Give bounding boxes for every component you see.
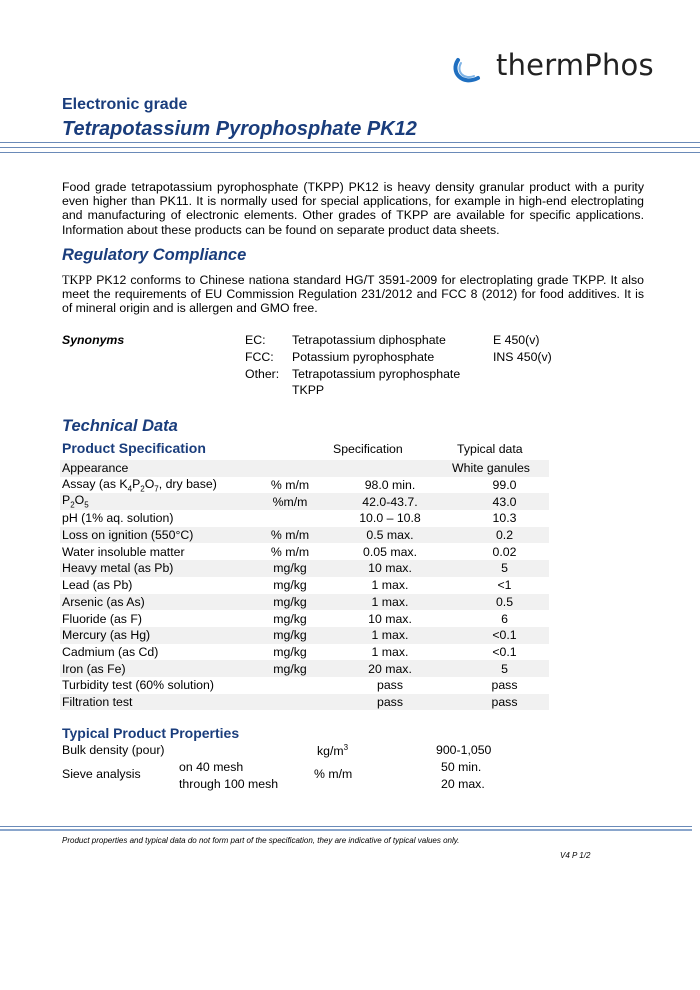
- param-name: Lead (as Pb): [62, 578, 133, 593]
- param-spec: pass: [377, 678, 403, 693]
- table-row: [60, 677, 549, 694]
- specification-table: [60, 460, 549, 710]
- param-spec: 0.5 max.: [320, 527, 460, 544]
- param-spec: pass: [320, 694, 460, 711]
- param-unit: mg/kg: [273, 644, 307, 659]
- logo-text: thermPhos: [496, 48, 654, 82]
- param-typical: pass: [460, 694, 549, 711]
- param-name: Filtration test: [60, 694, 260, 711]
- sieve-sub-40: on 40 mesh: [179, 760, 244, 774]
- regulatory-text: PK12 conforms to Chinese nationa standard HG/T 3591-2009 for electroplating grade TKPP. It also meet the requirements of EU Commission Regulation 231/2012 and FCC 8 (2012) for food additives. It is of mineral origin and is allergen and GMO free.: [62, 273, 644, 316]
- synonym-type: FCC:: [245, 350, 274, 364]
- param-typical: 5: [460, 560, 549, 577]
- table-row: [60, 644, 549, 661]
- table-row: [60, 594, 549, 611]
- synonym-name: Potassium pyrophosphate: [292, 350, 435, 364]
- param-spec: 1 max.: [371, 578, 409, 593]
- param-unit: [260, 694, 320, 711]
- param-unit: mg/kg: [273, 611, 307, 626]
- synonym-type: Other:: [245, 367, 280, 381]
- param-unit: [260, 510, 320, 527]
- param-spec: 1 max.: [320, 594, 460, 611]
- param-unit: % m/m: [270, 478, 310, 493]
- header-divider: [0, 142, 700, 157]
- footnote: Product properties and typical data do not form part of the specification, they are indicative of typical values only.: [62, 836, 460, 845]
- table-row: [60, 493, 549, 510]
- param-typical: <0.1: [460, 627, 549, 644]
- regulatory-heading: Regulatory Compliance: [62, 246, 247, 264]
- param-name: Loss on ignition (550°C): [60, 527, 260, 544]
- appearance-value: White ganules: [320, 460, 549, 477]
- spec-column-header: Specification: [333, 442, 403, 456]
- footer-divider: [0, 826, 692, 831]
- table-row: [60, 577, 549, 594]
- product-grade: Electronic grade: [62, 96, 188, 113]
- table-row: [60, 477, 549, 494]
- company-logo: [452, 48, 652, 88]
- param-spec: 20 max.: [320, 660, 460, 677]
- param-name: Turbidity test (60% solution): [62, 678, 214, 693]
- param-name: Arsenic (as As): [60, 594, 260, 611]
- synonym-name: Tetrapotassium pyrophosphate: [292, 367, 461, 381]
- synonym-type: EC:: [245, 333, 266, 347]
- synonym-code: INS 450(v): [493, 350, 552, 364]
- param-typical: pass: [491, 678, 518, 693]
- table-row: [60, 560, 549, 577]
- technical-heading: Technical Data: [62, 417, 178, 435]
- param-name: pH (1% aq. solution): [62, 511, 174, 526]
- param-typical: 10.3: [492, 511, 517, 526]
- param-typical: <0.1: [492, 644, 517, 659]
- param-spec: 10.0 – 10.8: [359, 511, 421, 526]
- logo-swoosh-icon: [452, 54, 486, 86]
- param-typical: 5: [460, 660, 549, 677]
- param-unit: mg/kg: [273, 578, 307, 593]
- typical-column-header: Typical data: [457, 442, 523, 456]
- param-typical: 0.5: [460, 594, 549, 611]
- param-unit: mg/kg: [260, 627, 320, 644]
- param-unit: % m/m: [270, 544, 310, 559]
- param-spec: 10 max.: [368, 611, 412, 626]
- synonym-name: TKPP: [292, 383, 325, 397]
- sieve-analysis-label: Sieve analysis: [62, 767, 141, 781]
- product-title: Tetrapotassium Pyrophosphate PK12: [62, 118, 417, 140]
- regulatory-prefix: TKPP: [62, 273, 93, 287]
- synonyms-label: Synonyms: [62, 333, 125, 347]
- bulk-density-unit: $kg/m^3$: [317, 743, 349, 759]
- table-row: [60, 660, 549, 677]
- regulatory-paragraph: [62, 273, 644, 316]
- synonym-name: Tetrapotassium diphosphate: [292, 333, 446, 347]
- param-unit: %m/m: [260, 493, 320, 510]
- param-unit: mg/kg: [260, 660, 320, 677]
- table-row: [60, 610, 549, 627]
- param-typical: 0.02: [492, 544, 517, 559]
- param-typical: 0.2: [460, 527, 549, 544]
- table-row: [60, 694, 549, 711]
- param-name: $P_2O_5$: [60, 493, 260, 510]
- table-row: [60, 527, 549, 544]
- param-name: Assay (as $K_4P_2O_7$, dry base): [62, 476, 217, 494]
- bulk-density-value: 900-1,050: [436, 743, 492, 757]
- sieve-sub-100: through 100 mesh: [179, 777, 279, 791]
- param-name: Water insoluble matter: [62, 544, 185, 559]
- intro-paragraph: Food grade tetrapotassium pyrophosphate (TKPP) PK12 is heavy density granular product with a purity even higher than PK11. It is normally used for special applications, for example in high-end electroplating and manufacturing of electronic elements. Other grades of TKPP are available for specific applications. Information about these products can be found on separate product data sheets.: [62, 180, 644, 237]
- synonym-code: E 450(v): [493, 333, 540, 347]
- param-typical: 43.0: [460, 493, 549, 510]
- param-spec: 1 max.: [371, 644, 409, 659]
- param-name: Heavy metal (as Pb): [60, 560, 260, 577]
- param-spec: 0.05 max.: [363, 544, 417, 559]
- param-spec: 10 max.: [320, 560, 460, 577]
- param-typical: 99.0: [492, 478, 517, 493]
- table-row: [60, 627, 549, 644]
- param-unit: mg/kg: [260, 594, 320, 611]
- param-spec: 42.0-43.7.: [320, 493, 460, 510]
- table-row: [60, 543, 549, 560]
- param-spec: 1 max.: [320, 627, 460, 644]
- properties-heading: Typical Product Properties: [62, 725, 240, 741]
- table-row: [60, 460, 549, 477]
- param-name: Mercury (as Hg): [60, 627, 260, 644]
- page-number: V4 P 1/2: [560, 851, 591, 860]
- param-name: Cadmium (as Cd): [62, 644, 159, 659]
- sieve-unit: % m/m: [314, 767, 353, 781]
- bulk-density-label: Bulk density (pour): [62, 743, 165, 757]
- param-typical: 6: [501, 611, 508, 626]
- table-row: [60, 510, 549, 527]
- param-unit: % m/m: [260, 527, 320, 544]
- sieve-value-100: 20 max.: [441, 777, 485, 791]
- param-name: Iron (as Fe): [60, 660, 260, 677]
- param-name: Fluoride (as F): [62, 611, 142, 626]
- sieve-value-40: 50 min.: [441, 760, 482, 774]
- param-typical: <1: [497, 578, 512, 593]
- spec-heading: Product Specification: [62, 440, 206, 456]
- param-unit: [260, 677, 320, 694]
- param-spec: 98.0 min.: [364, 478, 416, 493]
- param-unit: mg/kg: [260, 560, 320, 577]
- param-name: Appearance: [60, 460, 260, 477]
